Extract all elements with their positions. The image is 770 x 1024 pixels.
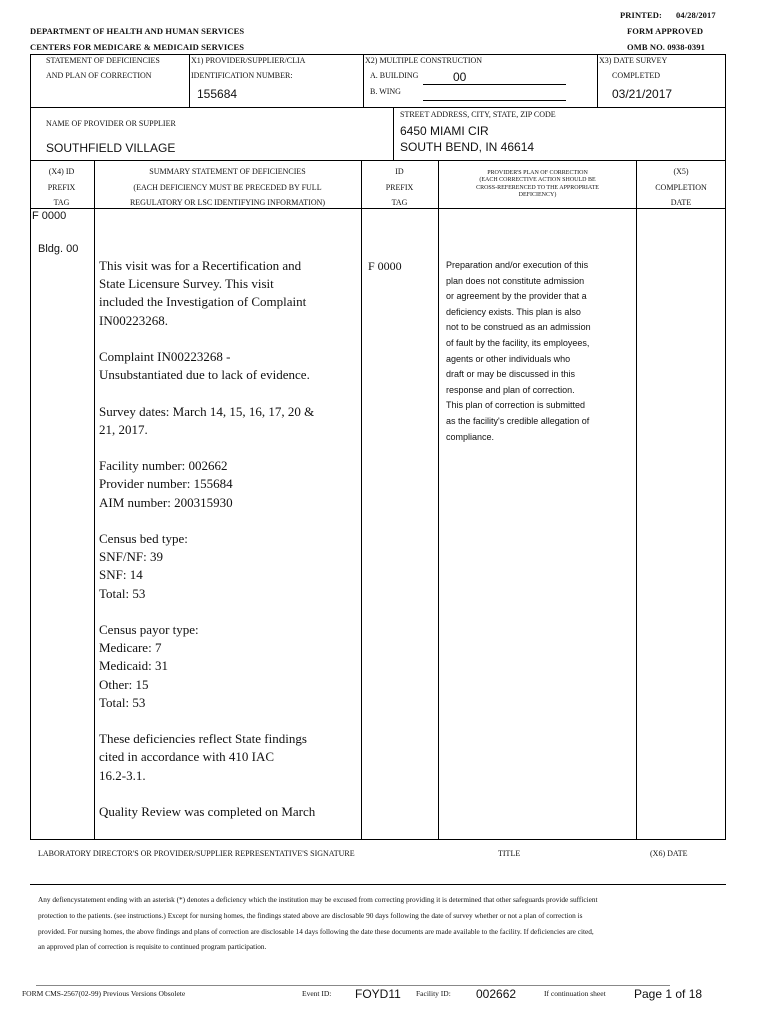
x4-header-line: PREFIX [47,182,76,192]
omb-number: OMB NO. 0938-0391 [627,42,705,52]
footnote: Any defiencystatement ending with an asterisk (*) denotes a deficiency which the institution may be excused from correcting providing it is determined that other safeguards provide sufficient protection to the patients. (see instructions.) Except for nursing homes, the findings stated above are disclosable 90 days following the date of survey whether or not a plan of correction is provided. For nursing homes, the above findings and plans of correction are disclosable 14 days following the date these documents are made available to the facility. If deficiencies are cited, an approved plan of correction is requisite to continued program participation. [38,895,598,952]
plan-header [440,170,635,200]
x5-header-line: DATE [670,198,692,207]
title-label: TITLE [498,849,521,858]
rule [30,839,726,840]
rule [30,160,726,161]
event-id-label: Event ID: [302,989,332,998]
rule [361,160,362,840]
continuation-label: If continuation sheet [544,989,606,998]
rule [597,54,598,107]
address-label: STREET ADDRESS, CITY, STATE, ZIP CODE [400,110,556,119]
rule [30,884,726,885]
summary-header-line: (EACH DEFICIENCY MUST BE PRECEDED BY FULL [133,182,322,192]
form-id: FORM CMS-2567(02-99) Previous Versions Obsolete [22,989,186,998]
plan-header-line: CROSS-REFERENCED TO THE APPROPRIATE [476,184,599,191]
wing-label: B. WING [370,87,401,96]
centers-title: CENTERS FOR MEDICARE & MEDICAID SERVICES [30,42,245,52]
completed-label: COMPLETED [612,71,660,80]
wing-underline [423,100,566,101]
building-tag: Bldg. 00 [38,243,79,255]
rule [393,107,394,160]
summary-statement: This visit was for a Recertification and State Licensure Survey. This visit included the Investigation of Complaint IN00223268. Complaint IN00223268 - Unsubstantiated due to lack of evidence. Survey dates: March 14, 15, 16, 17, 20 & 21, 2017. Facility number: 002662 Provider number: 155684 AIM number: 200315930 Census bed type: SNF/NF: 39 SNF: 14 Total: 53 Census payor type: Medicare: 7 Medicaid: 31 Other: 15 Total: 53 These deficiencies reflect State findings cited in accordance with 410 IAC 16.2-3.1. Quality Review was completed on March [99,258,316,820]
provider-id-label-1: X1) PROVIDER/SUPPLIER/CLIA [191,56,306,65]
x5-header-line: COMPLETION [655,182,707,192]
rule [438,160,439,840]
building-underline [423,84,566,85]
rule [30,54,726,55]
tag-left: F 0000 [32,210,67,222]
id-header-line: PREFIX [385,182,414,192]
summary-header-line: SUMMARY STATEMENT OF DEFICIENCIES [149,167,306,176]
printed-date: 04/28/2017 [676,10,716,20]
signature-label: LABORATORY DIRECTOR'S OR PROVIDER/SUPPLIER REPRESENTATIVE'S SIGNATURE [38,849,355,858]
facility-id-label: Facility ID: [416,989,451,998]
building-value: 00 [453,70,467,84]
x6-date-label: (X6) DATE [650,849,688,858]
x5-header [638,164,724,211]
address-line-1: 6450 MIAMI CIR [400,124,489,138]
rule [30,107,726,108]
rule [636,160,637,840]
x5-header-line: (X5) [673,167,689,176]
x4-header [30,164,93,211]
id-header-line: TAG [391,198,408,207]
address-line-2: SOUTH BEND, IN 46614 [400,140,535,154]
x4-header-line: TAG [53,198,70,207]
summary-header-line: REGULATORY OR LSC IDENTIFYING INFORMATION) [129,198,326,207]
provider-id-label-2: IDENTIFICATION NUMBER: [191,71,293,80]
plan-header-line: DEFICIENCY) [518,192,557,199]
plan-header-line: PROVIDER'S PLAN OF CORRECTION [487,170,588,176]
event-id-value: FOYD11 [355,987,401,1001]
multiple-construction-label: X2) MULTIPLE CONSTRUCTION [365,56,483,65]
statement-label-2: AND PLAN OF CORRECTION [46,71,152,80]
provider-id-value: 155684 [197,87,238,101]
plan-header-line: (EACH CORRECTIVE ACTION SHOULD BE [479,177,596,184]
rule [36,985,670,986]
department-title: DEPARTMENT OF HEALTH AND HUMAN SERVICES [30,26,245,36]
printed-label: PRINTED: [620,10,662,20]
rule [94,160,95,840]
plan-of-correction: Preparation and/or execution of this plan does not constitute admission or agreement by the provider that a deficiency exists. This plan is also not to be construed as an admission of fault by the facility, its employees, agents or other individuals who draft or may be discussed in this response and plan of correction. This plan of correction is submitted as the facility's credible allegation of compliance. [446,260,591,442]
id-header-line: ID [395,167,404,176]
rule [189,54,190,107]
statement-label-1: STATEMENT OF DEFICIENCIES [46,56,160,65]
tag-right: F 0000 [368,259,402,273]
building-label: A. BUILDING [370,71,419,80]
page-number: Page 1 of 18 [634,987,703,1001]
rule [725,54,726,840]
x4-header-line: (X4) ID [48,167,75,176]
facility-id-value: 002662 [476,987,517,1001]
provider-name-label: NAME OF PROVIDER OR SUPPLIER [46,119,176,128]
date-survey-label: X3) DATE SURVEY [599,56,668,65]
provider-name-value: SOUTHFIELD VILLAGE [46,141,176,155]
form-approved: FORM APPROVED [627,26,704,36]
summary-header [95,164,360,211]
id-header [362,164,437,211]
date-survey-value: 03/21/2017 [612,87,673,101]
rule [363,54,364,107]
